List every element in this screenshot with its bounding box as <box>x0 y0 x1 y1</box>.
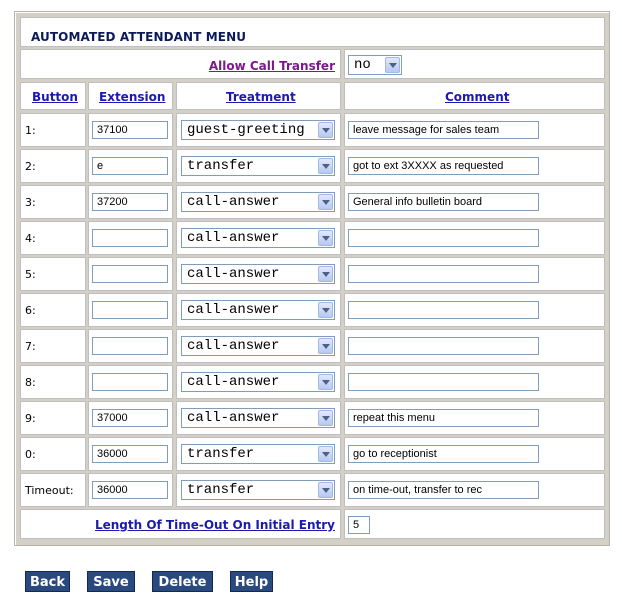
button-cell <box>20 113 86 147</box>
treatment-cell <box>176 437 341 471</box>
extension-cell <box>88 221 173 255</box>
comment-cell <box>344 257 605 291</box>
treatment-select[interactable] <box>181 480 335 500</box>
button-label: 3: <box>25 196 36 209</box>
treatment-cell <box>176 473 341 507</box>
comment-input[interactable] <box>348 193 539 211</box>
button-cell <box>20 257 86 291</box>
button-label: 6: <box>25 304 36 317</box>
comment-cell <box>344 365 605 399</box>
treatment-value: call-answer <box>187 194 280 210</box>
button-cell <box>20 365 86 399</box>
chevron-down-icon[interactable] <box>318 302 333 318</box>
page-title: AUTOMATED ATTENDANT MENU <box>31 30 247 44</box>
timeout-length-input[interactable] <box>348 516 370 534</box>
comment-input[interactable] <box>348 409 539 427</box>
back-button[interactable]: Back <box>25 571 70 592</box>
extension-cell <box>88 437 173 471</box>
treatment-value: call-answer <box>187 266 280 282</box>
button-cell <box>20 401 86 435</box>
extension-input[interactable] <box>92 481 168 499</box>
button-label: 9: <box>25 412 36 425</box>
button-cell <box>20 149 86 183</box>
extension-input[interactable] <box>92 193 168 211</box>
treatment-cell <box>176 149 341 183</box>
button-label: 7: <box>25 340 36 353</box>
comment-input[interactable] <box>348 301 539 319</box>
comment-cell <box>344 221 605 255</box>
header-button[interactable]: Button <box>32 90 78 104</box>
header-comment-cell <box>344 82 605 110</box>
treatment-cell <box>176 401 341 435</box>
chevron-down-icon[interactable] <box>385 57 400 73</box>
comment-cell <box>344 473 605 507</box>
extension-input[interactable] <box>92 265 168 283</box>
treatment-select[interactable] <box>181 156 335 176</box>
treatment-select[interactable] <box>181 372 335 392</box>
button-cell <box>20 473 86 507</box>
button-cell <box>20 221 86 255</box>
comment-input[interactable] <box>348 481 539 499</box>
comment-input[interactable] <box>348 265 539 283</box>
treatment-value: transfer <box>187 446 255 462</box>
extension-cell <box>88 257 173 291</box>
treatment-value: call-answer <box>187 338 280 354</box>
extension-input[interactable] <box>92 301 168 319</box>
extension-cell <box>88 149 173 183</box>
extension-cell <box>88 401 173 435</box>
allow-transfer-value-cell <box>344 49 605 79</box>
comment-input[interactable] <box>348 229 539 247</box>
chevron-down-icon[interactable] <box>318 122 333 138</box>
treatment-value: call-answer <box>187 410 280 426</box>
help-button[interactable]: Help <box>230 571 273 592</box>
comment-cell <box>344 401 605 435</box>
comment-cell <box>344 113 605 147</box>
extension-cell <box>88 329 173 363</box>
extension-input[interactable] <box>92 373 168 391</box>
button-label: 5: <box>25 268 36 281</box>
title-cell <box>20 17 605 47</box>
extension-cell <box>88 365 173 399</box>
treatment-value: transfer <box>187 158 255 174</box>
button-label: 2: <box>25 160 36 173</box>
treatment-select[interactable] <box>181 192 335 212</box>
treatment-value: call-answer <box>187 230 280 246</box>
extension-cell <box>88 113 173 147</box>
chevron-down-icon[interactable] <box>318 266 333 282</box>
button-label: 8: <box>25 376 36 389</box>
button-label: 1: <box>25 124 36 137</box>
treatment-select[interactable] <box>181 336 335 356</box>
comment-cell <box>344 149 605 183</box>
treatment-cell <box>176 293 341 327</box>
delete-button[interactable]: Delete <box>152 571 213 592</box>
extension-input[interactable] <box>92 121 168 139</box>
comment-input[interactable] <box>348 373 539 391</box>
chevron-down-icon[interactable] <box>318 230 333 246</box>
chevron-down-icon[interactable] <box>318 338 333 354</box>
timeout-label-cell <box>20 509 341 539</box>
treatment-value: call-answer <box>187 302 280 318</box>
chevron-down-icon[interactable] <box>318 482 333 498</box>
treatment-cell <box>176 185 341 219</box>
header-extension[interactable]: Extension <box>99 90 166 104</box>
treatment-select[interactable] <box>181 264 335 284</box>
treatment-value: guest-greeting <box>187 122 305 138</box>
extension-input[interactable] <box>92 409 168 427</box>
timeout-length-link[interactable]: Length Of Time-Out On Initial Entry <box>94 518 335 532</box>
button-cell <box>20 185 86 219</box>
comment-cell <box>344 185 605 219</box>
treatment-cell <box>176 257 341 291</box>
treatment-value: transfer <box>187 482 255 498</box>
chevron-down-icon[interactable] <box>318 374 333 390</box>
header-button-cell <box>20 82 86 110</box>
button-cell <box>20 293 86 327</box>
header-treatment-cell <box>176 82 341 110</box>
comment-cell <box>344 293 605 327</box>
button-cell <box>20 437 86 471</box>
treatment-select[interactable] <box>181 408 335 428</box>
header-extension-cell <box>88 82 173 110</box>
button-label: Timeout: <box>25 484 74 497</box>
header-treatment[interactable]: Treatment <box>226 90 296 104</box>
treatment-select[interactable] <box>181 228 335 248</box>
comment-input[interactable] <box>348 445 539 463</box>
chevron-down-icon[interactable] <box>318 194 333 210</box>
button-label: 4: <box>25 232 36 245</box>
button-label: 0: <box>25 448 36 461</box>
extension-input[interactable] <box>92 337 168 355</box>
treatment-cell <box>176 365 341 399</box>
comment-input[interactable] <box>348 157 539 175</box>
extension-input[interactable] <box>92 229 168 247</box>
comment-cell <box>344 329 605 363</box>
treatment-cell <box>176 113 341 147</box>
extension-input[interactable] <box>92 157 168 175</box>
treatment-value: call-answer <box>187 374 280 390</box>
comment-input[interactable] <box>348 337 539 355</box>
chevron-down-icon[interactable] <box>318 410 333 426</box>
header-comment[interactable]: Comment <box>445 90 510 104</box>
treatment-select[interactable] <box>181 444 335 464</box>
chevron-down-icon[interactable] <box>318 446 333 462</box>
attendant-panel <box>14 11 610 546</box>
treatment-select[interactable] <box>181 120 335 140</box>
chevron-down-icon[interactable] <box>318 158 333 174</box>
button-cell <box>20 329 86 363</box>
treatment-cell <box>176 329 341 363</box>
treatment-cell <box>176 221 341 255</box>
allow-call-transfer-value: no <box>354 57 371 73</box>
allow-transfer-label-cell <box>20 49 341 79</box>
extension-cell <box>88 473 173 507</box>
comment-input[interactable] <box>348 121 539 139</box>
extension-input[interactable] <box>92 445 168 463</box>
extension-cell <box>88 293 173 327</box>
comment-cell <box>344 437 605 471</box>
extension-cell <box>88 185 173 219</box>
allow-call-transfer-link[interactable]: Allow Call Transfer <box>208 59 335 73</box>
treatment-select[interactable] <box>181 300 335 320</box>
save-button[interactable]: Save <box>87 571 135 592</box>
timeout-value-cell <box>344 509 605 539</box>
allow-call-transfer-select[interactable] <box>348 55 402 75</box>
